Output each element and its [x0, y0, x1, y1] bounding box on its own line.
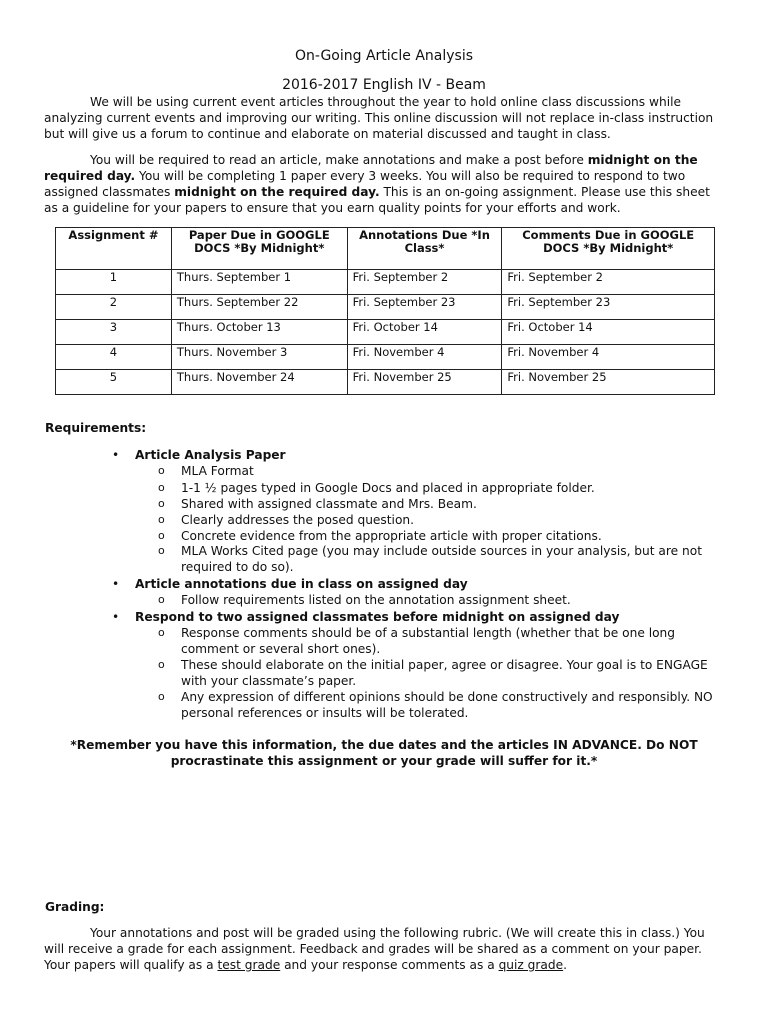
grading-text-2: and your response comments as a: [280, 958, 499, 972]
header-comments-due: Comments Due in GOOGLE DOCS *By Midnight*: [502, 228, 715, 270]
list-item-text: Clearly addresses the posed question.: [181, 513, 415, 527]
sub-bullet-icon: o: [158, 513, 165, 526]
cell-comments-due: Fri. September 23: [502, 295, 715, 320]
cell-paper-due: Thurs. September 22: [171, 295, 347, 320]
cell-annotations-due: Fri. October 14: [347, 320, 502, 345]
cell-comments-due: Fri. September 2: [502, 270, 715, 295]
list-item-text: 1-1 ½ pages typed in Google Docs and placed in appropriate folder.: [181, 481, 595, 495]
grading-heading: Grading:: [45, 900, 105, 914]
instructions-bold-2: midnight on the required day.: [174, 185, 380, 199]
cell-annotations-due: Fri. September 23: [347, 295, 502, 320]
list-item-text: Response comments should be of a substantial length (whether that be one long comment or several short ones).: [181, 626, 676, 656]
list-item-text: Shared with assigned classmate and Mrs. Beam.: [181, 497, 477, 511]
bullet-icon: •: [112, 610, 120, 624]
table-row: [56, 270, 715, 295]
list-item-text: These should elaborate on the initial paper, agree or disagree. Your goal is to ENGAGE with your classmate’s paper.: [181, 658, 708, 688]
bullet-icon: •: [112, 448, 120, 462]
list-item-text: Any expression of different opinions should be done constructively and responsibly. NO personal references or insults will be tolerated.: [181, 690, 713, 720]
cell-paper-due: Thurs. November 3: [171, 345, 347, 370]
cell-assignment: 4: [56, 345, 172, 370]
cell-annotations-due: Fri. November 25: [347, 370, 502, 395]
document-subtitle: 2016-2017 English IV - Beam: [282, 77, 486, 93]
document-title: On-Going Article Analysis: [294, 48, 473, 64]
list-item-text: Concrete evidence from the appropriate article with proper citations.: [181, 529, 602, 543]
table-header-row: [56, 228, 715, 270]
requirements-heading: Requirements:: [45, 421, 147, 435]
bullet-label: Respond to two assigned classmates before midnight on assigned day: [135, 610, 620, 624]
instructions-bold-1: midnight on the required day.: [44, 153, 698, 183]
list-item-text: MLA Works Cited page (you may include outside sources in your analysis, but are not required to do so).: [181, 544, 702, 574]
instructions-text-1: You will be required to read an article, make annotations and make a post before: [90, 153, 588, 167]
cell-annotations-due: Fri. November 4: [347, 345, 502, 370]
sub-bullet-icon: o: [158, 626, 165, 639]
instructions-paragraph: [44, 152, 722, 216]
cell-annotations-due: Fri. September 2: [347, 270, 502, 295]
cell-paper-due: Thurs. September 1: [171, 270, 347, 295]
sub-bullet-icon: o: [158, 497, 165, 510]
grading-text-3: .: [563, 958, 568, 972]
header-annotations-due: Annotations Due *In Class*: [347, 228, 502, 270]
sub-bullet-icon: o: [158, 464, 165, 477]
cell-comments-due: Fri. November 4: [502, 345, 715, 370]
table-row: [56, 320, 715, 345]
table-row: [56, 370, 715, 395]
list-item-text: MLA Format: [181, 464, 254, 478]
header-paper-due: Paper Due in GOOGLE DOCS *By Midnight*: [171, 228, 347, 270]
cell-assignment: 1: [56, 270, 172, 295]
list-item-text: Follow requirements listed on the annotation assignment sheet.: [181, 593, 571, 607]
table-row: [56, 295, 715, 320]
bullet-icon: •: [112, 577, 120, 591]
cell-comments-due: Fri. October 14: [502, 320, 715, 345]
sub-bullet-icon: o: [158, 658, 165, 671]
sub-bullet-icon: o: [158, 690, 165, 703]
cell-assignment: 5: [56, 370, 172, 395]
cell-assignment: 2: [56, 295, 172, 320]
cell-assignment: 3: [56, 320, 172, 345]
sub-bullet-icon: o: [158, 529, 165, 542]
cell-paper-due: Thurs. October 13: [171, 320, 347, 345]
cell-paper-due: Thurs. November 24: [171, 370, 347, 395]
schedule-table: [55, 227, 715, 395]
reminder-note: *Remember you have this information, the due dates and the articles IN ADVANCE. Do NOT procrastinate this assignment or your grade will suffer for it.*: [70, 738, 698, 768]
quiz-grade-text: quiz grade: [498, 958, 564, 972]
sub-bullet-icon: o: [158, 544, 165, 557]
intro-text: We will be using current event articles throughout the year to hold online class discussions while analyzing current events and improving our writing. This online discussion will not replace in-class instruction but will give us a forum to continue and elaborate on material discussed and taught in class.: [44, 95, 714, 141]
bullet-label: Article Analysis Paper: [135, 448, 286, 462]
header-assignment: Assignment #: [56, 228, 172, 270]
bullet-label: Article annotations due in class on assigned day: [135, 577, 468, 591]
grading-paragraph: [44, 925, 722, 973]
table-row: [56, 345, 715, 370]
cell-comments-due: Fri. November 25: [502, 370, 715, 395]
intro-paragraph: [44, 94, 722, 142]
sub-bullet-icon: o: [158, 593, 165, 606]
grading-text-1: Your annotations and post will be graded using the following rubric. (We will create this in class.) You will receive a grade for each assignment. Feedback and grades will be shared as a comment on your paper. Your papers will qualify as a: [44, 926, 705, 972]
instructions-text-2: You will be completing 1 paper every 3 weeks. You will also be required to respond to two assigned classmates: [44, 169, 686, 199]
sub-bullet-icon: o: [158, 481, 165, 494]
test-grade-text: test grade: [217, 958, 281, 972]
instructions-text-3: This is an on-going assignment. Please use this sheet as a guideline for your papers to ensure that you earn quality points for your efforts and work.: [44, 185, 710, 215]
